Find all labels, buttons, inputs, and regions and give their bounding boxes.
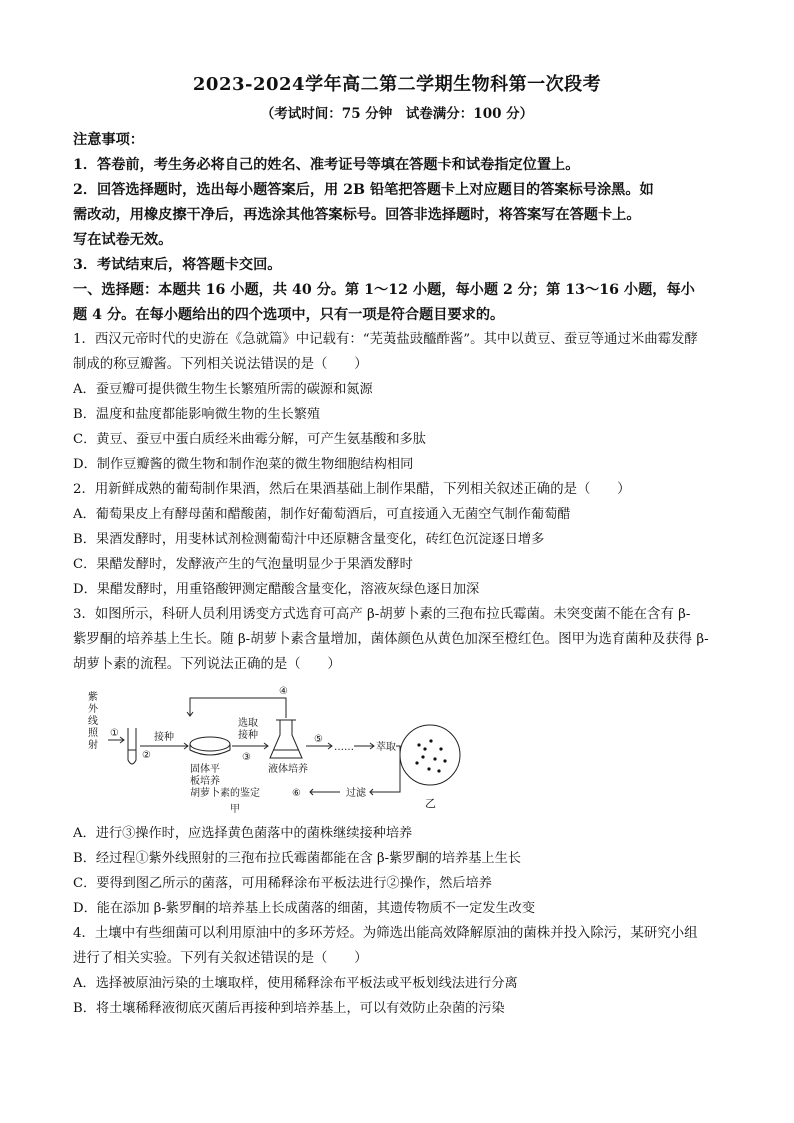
question-stem: 胡萝卜素的流程。下列说法正确的是（ ）	[73, 657, 341, 672]
option-a: A．葡萄果皮上有酵母菌和醋酸菌，制作好葡萄酒后，可直接通入无菌空气制作葡萄醋	[73, 507, 571, 522]
question-stem: 进行了相关实验。下列有关叙述错误的是（ ）	[73, 951, 368, 966]
exam-title: 2023-2024学年高二第二学期生物科第一次段考	[192, 74, 602, 95]
step-3-label: ③	[242, 752, 251, 763]
liquid-label: 液体培养	[268, 764, 308, 775]
filter-label: 过滤	[346, 788, 366, 799]
petri-dish-icon	[190, 737, 230, 751]
svg-text:线: 线	[88, 716, 98, 727]
svg-text:照: 照	[88, 728, 98, 739]
step-6-label: ⑥	[292, 788, 301, 799]
question-stem: 4．土壤中有些细菌可以利用原油中的多环芳烃。为筛选出能高效降解原油的菌株并投入除污，某研究小组	[73, 926, 698, 941]
option-c: C．要得到图乙所示的菌落，可用稀释涂布平板法进行②操作，然后培养	[73, 876, 492, 891]
svg-text:射: 射	[88, 740, 98, 751]
figure-yi-label: 乙	[425, 797, 436, 810]
plate-label-1: 固体平	[190, 764, 220, 775]
option-a: A．进行③操作时，应选择黄色菌落中的菌株继续接种培养	[73, 826, 413, 841]
option-d: D．能在添加 β-紫罗酮的培养基上长成菌落的细菌，其遗传物质不一定发生改变	[73, 901, 536, 916]
notice-line: 2．回答选择题时，选出每小题答案后，用 2B 铅笔把答题卡上对应题目的答案标号涂黑。如	[73, 182, 654, 198]
notice-line: 3．考试结束后，将答题卡交回。	[73, 257, 282, 273]
option-b: B．果酒发酵时，用斐林试剂检测葡萄汁中还原糖含量变化，砖红色沉淀逐日增多	[73, 532, 545, 547]
figure-jia-label: 甲	[230, 804, 240, 815]
extract-label: 萃取	[376, 742, 396, 753]
notice-line: 写在试卷无效。	[73, 232, 173, 248]
step-5-label: ⑤	[314, 734, 323, 745]
notice-line: 需改动，用橡皮擦干净后，再选涂其他答案标号。回答非选择题时，将答案写在答题卡上。	[73, 207, 641, 223]
section-heading: 一、选择题：本题共 16 小题，共 40 分。第 1～12 小题，每小题 2 分；第 13～16 小题，每小	[73, 282, 695, 298]
flask-icon	[270, 720, 302, 758]
identify-label: 胡萝卜素的鉴定	[190, 788, 260, 799]
exam-subtitle: （考试时间：75 分钟 试卷满分：100 分）	[260, 106, 534, 122]
step-1-label: ①	[110, 728, 119, 739]
section-heading: 题 4 分。在每小题给出的四个选项中，只有一项是符合题目要求的。	[73, 307, 505, 323]
option-b: B．经过程①紫外线照射的三孢布拉氏霉菌都能在含 β-紫罗酮的培养基上生长	[73, 851, 521, 866]
question-stem: 1．西汉元帝时代的史游在《急就篇》中记载有：“芜荑盐豉醯酢酱”。其中以黄豆、蚕豆等通过米曲霉发酵	[73, 332, 698, 347]
option-a: A．选择被原油污染的土壤取样，使用稀释涂布平板法或平板划线法进行分离	[73, 976, 518, 991]
option-a: A．蚕豆瓣可提供微生物生长繁殖所需的碳源和氮源	[73, 382, 373, 397]
notice-heading: 注意事项：	[73, 132, 144, 148]
dots-label: ……	[334, 742, 354, 753]
option-b: B．将土壤稀释液彻底灭菌后再接种到培养基上，可以有效防止杂菌的污染	[73, 1001, 505, 1016]
step-2-label: ②	[142, 750, 151, 761]
svg-text:接种: 接种	[238, 730, 258, 741]
option-d: D．制作豆瓣酱的微生物和制作泡菜的微生物细胞结构相同	[73, 457, 414, 472]
option-b: B．温度和盐度都能影响微生物的生长繁殖	[73, 407, 321, 422]
notice-line: 1．答卷前，考生务必将自己的姓名、准考证号等填在答题卡和试卷指定位置上。	[73, 157, 580, 173]
svg-text:外: 外	[88, 704, 98, 715]
select-label-1: 选取	[238, 718, 258, 729]
question-stem: 2．用新鲜成熟的葡萄制作果酒，然后在果酒基础上制作果醋，下列相关叙述正确的是（ ）	[73, 482, 631, 497]
question-stem: 3．如图所示，科研人员利用诱变方式选育可高产 β-胡萝卜素的三孢布拉氏霉菌。未突变菌不能在含有 β-	[73, 607, 691, 622]
option-c: C．黄豆、蚕豆中蛋白质经米曲霉分解，可产生氨基酸和多肽	[73, 432, 426, 447]
question-stem: 紫罗酮的培养基上生长。随 β-胡萝卜素含量增加，菌体颜色从黄色加深至橙红色。图甲为选育菌种及获得 β-	[73, 632, 709, 647]
uv-label-1: 紫	[88, 692, 98, 703]
option-c: C．果醋发酵时，发酵液产生的气泡量明显少于果酒发酵时	[73, 557, 413, 572]
option-d: D．果醋发酵时，用重铬酸钾测定醋酸含量变化，溶液灰绿色逐日加深	[73, 582, 480, 597]
question-stem: 制成的称豆瓣酱。下列相关说法错误的是（ ）	[73, 357, 368, 372]
inoculate-label: 接种	[154, 732, 174, 743]
figure-yi	[395, 715, 465, 815]
svg-text:板培养: 板培养	[190, 776, 220, 787]
petri-dish-top-icon	[400, 725, 460, 785]
test-tube-icon	[128, 728, 136, 764]
step-4-label: ④	[279, 686, 288, 697]
